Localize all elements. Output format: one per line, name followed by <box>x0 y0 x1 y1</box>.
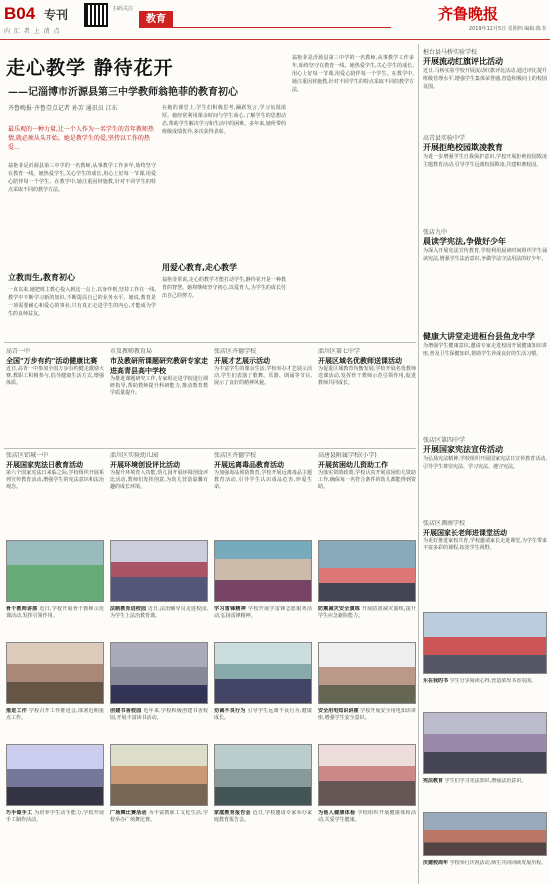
page-number: B04 <box>4 4 36 23</box>
side-title: 健康大讲堂走进桓台县鱼龙中学 <box>423 332 535 341</box>
column-divider <box>418 44 419 884</box>
news-card <box>423 520 547 608</box>
side-item <box>423 228 547 303</box>
side-school: 高青县实验中学 <box>423 135 466 142</box>
card-text: 为丰富学生的课余生活,学校举办才艺展示活动,学生们表演了歌舞、乐器、朗诵等节目,展示了良好的精神风貌。 <box>214 366 312 386</box>
card-school: 张店区齐德学校 <box>214 452 257 459</box>
card-text: 为推进课题研究工作,专家组走进学校进行调研指导,帮助教师提升科研能力,推动教育教学质量提升。 <box>110 376 208 396</box>
photo-caption <box>318 810 416 840</box>
card-school: 张店区调南学校 <box>423 520 466 527</box>
card-title: 开展国家长老师进课堂活动 <box>423 529 507 537</box>
caption-title: 学习雷锋精神 <box>214 606 247 612</box>
photo-caption <box>6 708 104 740</box>
card-title: 开展国家宪法日教育活动 <box>6 461 83 469</box>
caption-text: 学校开展安全用电知识讲座,增强学生安全意识。 <box>318 708 416 721</box>
photo-caption <box>6 810 104 840</box>
article-byline: 齐鲁晚报·齐鲁壹点记者 孙芳 通讯员 江东 <box>8 105 118 112</box>
photo-caption <box>214 606 312 638</box>
side-title: 晨读学宪法,争做好少年 <box>423 237 507 246</box>
photo-caption <box>318 606 416 638</box>
news-card <box>110 452 208 536</box>
caption-text: 近年来,学校积极创建书香校园,开展丰富读书活动。 <box>110 708 208 721</box>
article-lead: 最乐观的一种力量,让一个人作为一名学生的青年教师热情,就必须从头开始。她是教学生的爱,坚持以工作的热爱… <box>8 126 154 151</box>
caption-text: 近日,学校开展骨干教师示范课活动,发挥引领作用。 <box>6 606 104 619</box>
card-text: 为更好推进家校共育,学校邀请家长走进课堂,为学生带来丰富多彩的课程,拓宽学生视野。 <box>423 538 547 551</box>
article-body-1: 翁艳菲是沂源县第三中学的一名教师,从事教学工作多年,始终坚守在教育一线。她热爱学生,关心学生的成长,用心上好每一节课,用爱心陪伴每一个学生。在教学中,她注重因材施教,针对不同学生的特点采取不同的教学方法。 <box>8 163 156 193</box>
page-subtitle: 内 汇 者 上 清 点 <box>4 28 61 35</box>
news-photo <box>214 540 312 602</box>
caption-title: 安全用电知识讲座 <box>318 708 359 714</box>
caption-title: 为他人健康体检 <box>318 810 356 816</box>
card-title: 开展才艺展示活动 <box>214 357 270 365</box>
news-photo <box>423 712 547 774</box>
caption-title: 宪法教育 <box>423 778 444 784</box>
article-heading-a: 立教而生,教育初心 <box>8 273 76 282</box>
side-text: 为进一步增强学生自我保护意识,学校开展拒绝校园欺凌主题教育活动,引导学生远离校园欺凌,共建和谐校园。 <box>423 154 547 168</box>
card-title: 开展环境创设评比活动 <box>110 461 180 469</box>
card-text: 为促进区域教育均衡发展,学校开展名优教师送课活动,发挥骨干教师示范引领作用,促进教师共同成长。 <box>318 366 416 386</box>
news-photo <box>318 642 416 704</box>
news-photo <box>214 642 312 704</box>
side-item <box>423 134 547 209</box>
article-body-4: 翁艳菲常说,走心的教学才能打动学生,静待花开是一种教育的智慧。她将继续坚守初心,以爱育人,为学生的成长付出自己的努力。 <box>162 277 286 299</box>
photo-caption <box>423 678 547 708</box>
side-school: 桓台县马桥实验学校 <box>423 49 478 56</box>
side-text: 为增强学生健康意识,邀请专家走进校园开展健康知识讲座,普及卫生保健知识,帮助学生养成良好的生活习惯。 <box>423 343 547 357</box>
news-photo <box>423 812 547 856</box>
card-text: 第六个国家宪法日来临之际,学校组织开展系列宣传教育活动,增强学生的宪法意识和法治观念。 <box>6 470 104 490</box>
card-school: 高青一中 <box>6 348 31 355</box>
article-heading-b: 用爱心教育,走心教学 <box>162 263 238 272</box>
card-school: 淄川区实验幼儿园 <box>110 452 159 459</box>
row-divider-1 <box>4 342 416 343</box>
news-photo <box>318 744 416 806</box>
caption-title: 法制教育进校园 <box>110 606 147 612</box>
side-item <box>423 332 547 412</box>
news-card <box>214 452 312 536</box>
card-school: 张店区齐德学校 <box>214 348 257 355</box>
news-photo <box>110 642 208 704</box>
news-card <box>110 348 208 444</box>
news-photo <box>214 744 312 806</box>
caption-text: 近日,法治辅导员走进校园,为学生上法治教育课。 <box>110 606 208 619</box>
photo-caption <box>110 606 208 638</box>
article-subtitle: ——记淄博市沂源县第三中学教师翁艳菲的教育初心 <box>8 87 238 98</box>
news-card <box>318 348 416 444</box>
caption-text: 学生分享阅读心得,营造浓厚书香氛围。 <box>449 678 537 684</box>
caption-title: 推进工作 <box>6 708 28 714</box>
card-title: 全国"万步有约"活动健康比赛 <box>6 357 98 365</box>
row-divider-2 <box>4 448 416 449</box>
caption-text: 学校召开工作推进会,部署近期重点工作。 <box>6 708 104 721</box>
card-title: 开展贫困幼儿资助工作 <box>318 461 388 469</box>
photo-caption <box>214 708 312 740</box>
caption-text: 引导学生远离不良行为,健康成长。 <box>214 708 312 721</box>
card-title: 开展远离毒品教育活动 <box>214 461 284 469</box>
caption-text: 学校开展学雷锋志愿服务活动,弘扬雷锋精神。 <box>214 606 312 619</box>
card-text: 为落实资助政策,学校认真开展贫困幼儿资助工作,确保每一名符合条件的幼儿都能得到资助。 <box>318 470 416 490</box>
article-body-2: 一直以来,她把班主教心投入到这一点上,以身作则,坚持工作在一线,教学中不断学习新的知识,不断提高自己的业务水平。她说,教育是一项需要耐心和爱心的事业,只有真正走进学生的内心,才能成为学生的良师益友。 <box>8 287 156 317</box>
photo-caption <box>110 810 208 840</box>
photo-caption <box>318 708 416 740</box>
card-text: 近日,高青一中参加全国万步有约健走激励大赛,教职工积极参与,倡导健康生活方式,增强体质。 <box>6 366 104 386</box>
caption-title: 家庭教育报告会 <box>214 810 251 816</box>
news-photo <box>6 540 104 602</box>
photo-caption <box>423 860 547 882</box>
card-school: 淄川区第七中学 <box>318 348 361 355</box>
caption-title: 劝诫不良行为 <box>214 708 246 714</box>
side-title: 开展流动红旗评比活动 <box>423 57 503 66</box>
qr-label: 扫码关注 <box>113 6 134 12</box>
caption-title: 防震减灾安全演练 <box>318 606 361 612</box>
photo-caption <box>110 708 208 740</box>
caption-title: 巧手做手工 <box>6 810 33 816</box>
card-text: 为提升环境育人功能,幼儿园开展环境创设评比活动,教师们发挥创意,为幼儿营造温馨有趣的成长环境。 <box>110 470 208 490</box>
section-tag: 教育 <box>139 11 173 28</box>
side-school: 张店九中 <box>423 229 448 236</box>
side-text: 为弘扬宪法精神,学校组织开展国家宪法日宣传教育活动,引导学生尊崇宪法、学习宪法、遵守宪法。 <box>423 456 547 470</box>
caption-text: 开展防震减灾演练,提升学生应急避险能力。 <box>318 606 416 619</box>
caption-text: 学校组织开展健康体检活动,关爱学生健康。 <box>318 810 416 823</box>
side-item <box>423 48 547 115</box>
article-title: 走心教学 静待花开 <box>6 57 174 79</box>
news-card <box>6 452 104 536</box>
news-photo <box>318 540 416 602</box>
news-photo <box>110 540 208 602</box>
card-school: 高唐县附属学校(小学) <box>318 452 377 459</box>
side-title: 开展国家宪法宣传活动 <box>423 445 503 454</box>
news-card <box>318 452 416 536</box>
photo-caption <box>6 606 104 638</box>
newspaper-logo: 齐鲁晚报 <box>438 5 499 23</box>
caption-title: 广场舞比赛活动 <box>110 810 147 816</box>
caption-text: 为丰富教职工文化生活,学校举办广场舞比赛。 <box>110 810 208 823</box>
news-card <box>214 348 312 444</box>
caption-text: 学生们学习宪法知识,增强法治意识。 <box>444 778 527 784</box>
news-photo <box>6 642 104 704</box>
card-title: 开展区域名优教师送课活动 <box>318 357 402 365</box>
card-title: 市及教研所课题研究教研专家走进高青县高中学校 <box>110 357 208 375</box>
card-school: 张店区铝城一中 <box>6 452 49 459</box>
news-photo <box>423 612 547 674</box>
photo-caption <box>214 810 312 840</box>
caption-title: 庆建校周年 <box>423 860 449 866</box>
article-body-5: 翁艳菲是沂源县第三中学的一名教师,从事教学工作多年,始终坚守在教育一线。她热爱学生,关心学生的成长,用心上好每一节课,用爱心陪伴每一个学生。在教学中,她注重因材施教,针对不同学生的特点采取不同的教学方法。 <box>292 55 414 93</box>
side-title: 开展拒绝校园欺凌教育 <box>423 143 503 152</box>
card-school: 市及教师教育局 <box>110 348 153 355</box>
news-photo <box>6 744 104 806</box>
news-photo <box>110 744 208 806</box>
page-name: 专刊 <box>44 8 69 22</box>
caption-title: 创建书香校园 <box>110 708 142 714</box>
issue-date: 2019年12月5日 星期四 编辑:陈书 <box>468 26 546 32</box>
section-divider <box>173 27 391 28</box>
side-item <box>423 436 547 511</box>
qr-code-icon <box>84 3 108 27</box>
photo-caption <box>423 778 547 808</box>
caption-text: 为培养学生动手能力,学校开展手工制作活动。 <box>6 810 104 823</box>
caption-title: 骨干教师讲座 <box>6 606 38 612</box>
side-text: 近日,马桥实验学校开展流动红旗评比活动,通过评比提升班级管理水平,增强学生集体荣誉感,营造积极向上的校园氛围。 <box>423 68 547 90</box>
caption-text: 近日,学校邀请专家举办家庭教育报告会。 <box>214 810 312 823</box>
caption-text: 学校举行庆祝活动,师生共同回顾发展历程。 <box>449 860 547 866</box>
news-card <box>6 348 104 444</box>
card-text: 为加强毒品预防教育,学校开展远离毒品主题教育活动,引导学生认识毒品危害,珍爱生命。 <box>214 470 312 490</box>
article-body-3: 在她的课堂上,学生们积极思考,踊跃发言,学习氛围浓厚。她经常利用课余时间与学生谈心,了解学生的思想动态,帮助学生解决学习和生活中的困难。多年来,她所带的班级成绩优异,多次获得表彰。 <box>162 105 286 135</box>
side-text: 为深入开展宪法宣传教育,学校利用晨读时间组织学生诵读宪法,增强学生法治意识,争做学法守法用法的好少年。 <box>423 248 547 262</box>
page-header <box>0 0 550 40</box>
caption-title: 乐在我的书 <box>423 678 449 684</box>
side-school: 张店区第四中学 <box>423 437 466 444</box>
